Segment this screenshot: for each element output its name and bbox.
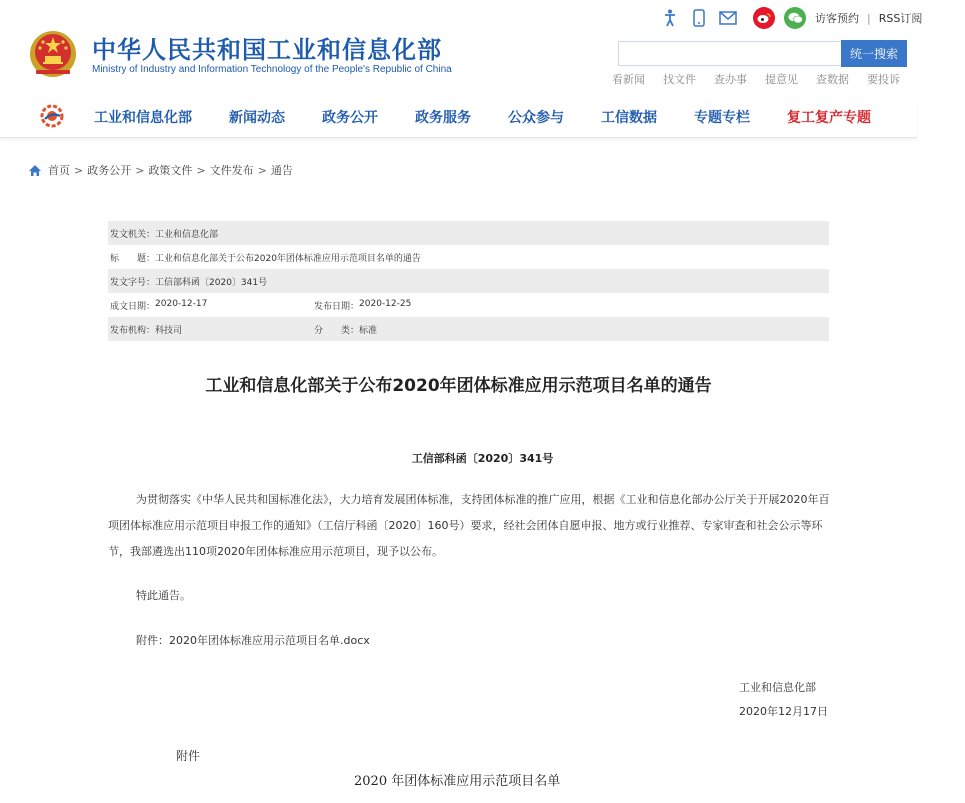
nav-item-public-participation[interactable]: 公众参与 <box>508 110 564 126</box>
breadcrumb-separator: > <box>257 163 267 177</box>
nav-item-gov-affairs[interactable]: 政务公开 <box>322 110 378 126</box>
nav-item-data[interactable]: 工信数据 <box>601 110 657 126</box>
site-title[interactable]: 中华人民共和国工业和信息化部 <box>92 36 442 64</box>
meta-agency-cell <box>110 323 314 336</box>
document-meta-table <box>108 221 829 341</box>
visitor-appointment-link[interactable]: 访客预约 <box>815 12 859 25</box>
meta-doc-no-label: 发文字号： <box>110 277 156 288</box>
meta-created-cell <box>110 299 314 312</box>
meta-category-cell <box>314 323 377 336</box>
meta-row-dates <box>108 293 829 317</box>
meta-category-value: 标准 <box>359 325 378 336</box>
breadcrumb-separator: > <box>135 163 145 177</box>
search-input[interactable] <box>618 41 841 66</box>
article-body: 为贯彻落实《中华人民共和国标准化法》，大力培育发展团体标准，支持团体标准的推广应用，根据《工业和信息化部办公厅关于开展2020年百项团体标准应用示范项目申报工作的通知》（工信厅科函〔2020〕160号）要求，经社会团体自愿申报、地方或行业推荐、专家审查和社会公示等环节，我部遴选出110项2020年团体标准应用示范项目，现予以公布。 <box>108 493 830 558</box>
meta-issuer-label: 发文机关： <box>110 229 156 240</box>
annex-title: 2020 年团体标准应用示范项目名单 <box>354 774 561 789</box>
article-doc-number: 工信部科函〔2020〕341号 <box>411 452 554 465</box>
quick-link-files[interactable]: 找文件 <box>663 73 696 86</box>
article-notice: 特此通告。 <box>136 589 191 602</box>
national-emblem-logo[interactable] <box>28 26 78 78</box>
quick-link-feedback[interactable]: 提意见 <box>765 73 798 86</box>
breadcrumb-gov-affairs[interactable]: 政务公开 <box>87 164 132 177</box>
nav-item-topics[interactable]: 专题专栏 <box>694 110 750 126</box>
meta-category-label: 分 类： <box>314 325 360 336</box>
top-separator: | <box>867 11 871 25</box>
rss-link[interactable]: RSS订阅 <box>878 12 923 25</box>
mail-icon[interactable] <box>718 8 738 28</box>
nav-item-gov-services[interactable]: 政务服务 <box>415 110 471 126</box>
quick-link-news[interactable]: 看新闻 <box>612 73 645 86</box>
wechat-icon[interactable] <box>784 7 806 29</box>
meta-doc-no-value: 工信部科函〔2020〕341号 <box>155 277 268 288</box>
article-attachment-link[interactable]: 附件：2020年团体标准应用示范项目名单.docx <box>136 634 370 647</box>
meta-agency-value: 科技司 <box>155 325 183 336</box>
meta-title-value: 工业和信息化部关于公布2020年团体标准应用示范项目名单的通告 <box>155 253 421 264</box>
quick-link-services[interactable]: 查办事 <box>714 73 747 86</box>
quick-link-complaint[interactable]: 要投诉 <box>867 73 900 86</box>
nav-item-news[interactable]: 新闻动态 <box>229 110 285 126</box>
meta-published-cell <box>314 299 411 312</box>
home-icon[interactable] <box>28 164 42 177</box>
meta-title-label: 标 题： <box>110 253 156 264</box>
search-button[interactable]: 统一搜索 <box>841 40 907 67</box>
meta-row-issuer <box>108 221 829 245</box>
meta-agency-label: 发布机构： <box>110 325 156 336</box>
site-subtitle: Ministry of Industry and Information Technology of the People's Republic of China <box>92 64 452 75</box>
meta-issuer-value: 工业和信息化部 <box>155 229 219 240</box>
signature-org: 工业和信息化部 <box>739 681 816 694</box>
breadcrumb-home[interactable]: 首页 <box>48 164 70 177</box>
nav-item-resumption[interactable]: 复工复产专题 <box>787 110 871 126</box>
meta-row-agency <box>108 317 829 341</box>
meta-row-doc-no <box>108 269 829 293</box>
main-nav <box>0 96 917 138</box>
weibo-icon[interactable] <box>753 7 775 29</box>
annex-label: 附件 <box>176 749 201 763</box>
quick-links <box>612 71 900 87</box>
meta-row-title <box>108 245 829 269</box>
quick-link-data[interactable]: 查数据 <box>816 73 849 86</box>
breadcrumb-notice[interactable]: 通告 <box>270 164 293 177</box>
nav-item-home[interactable]: 工业和信息化部 <box>94 110 192 126</box>
meta-created-value: 2020-12-17 <box>155 298 208 309</box>
breadcrumb-file-release[interactable]: 文件发布 <box>209 164 254 177</box>
meta-published-label: 发布日期： <box>314 301 360 312</box>
top-utility-bar <box>660 8 922 28</box>
breadcrumb-separator: > <box>196 163 206 177</box>
miit-logo-icon[interactable] <box>40 104 64 128</box>
signature-date: 2020年12月17日 <box>739 705 828 718</box>
breadcrumb-policy-files[interactable]: 政策文件 <box>148 164 193 177</box>
meta-published-value: 2020-12-25 <box>359 298 412 309</box>
accessibility-icon[interactable] <box>660 8 680 28</box>
breadcrumb-separator: > <box>74 163 84 177</box>
meta-created-label: 成文日期： <box>110 301 156 312</box>
breadcrumb <box>28 162 293 178</box>
mobile-icon[interactable] <box>689 8 709 28</box>
article-title: 工业和信息化部关于公布2020年团体标准应用示范项目名单的通告 <box>205 376 712 396</box>
